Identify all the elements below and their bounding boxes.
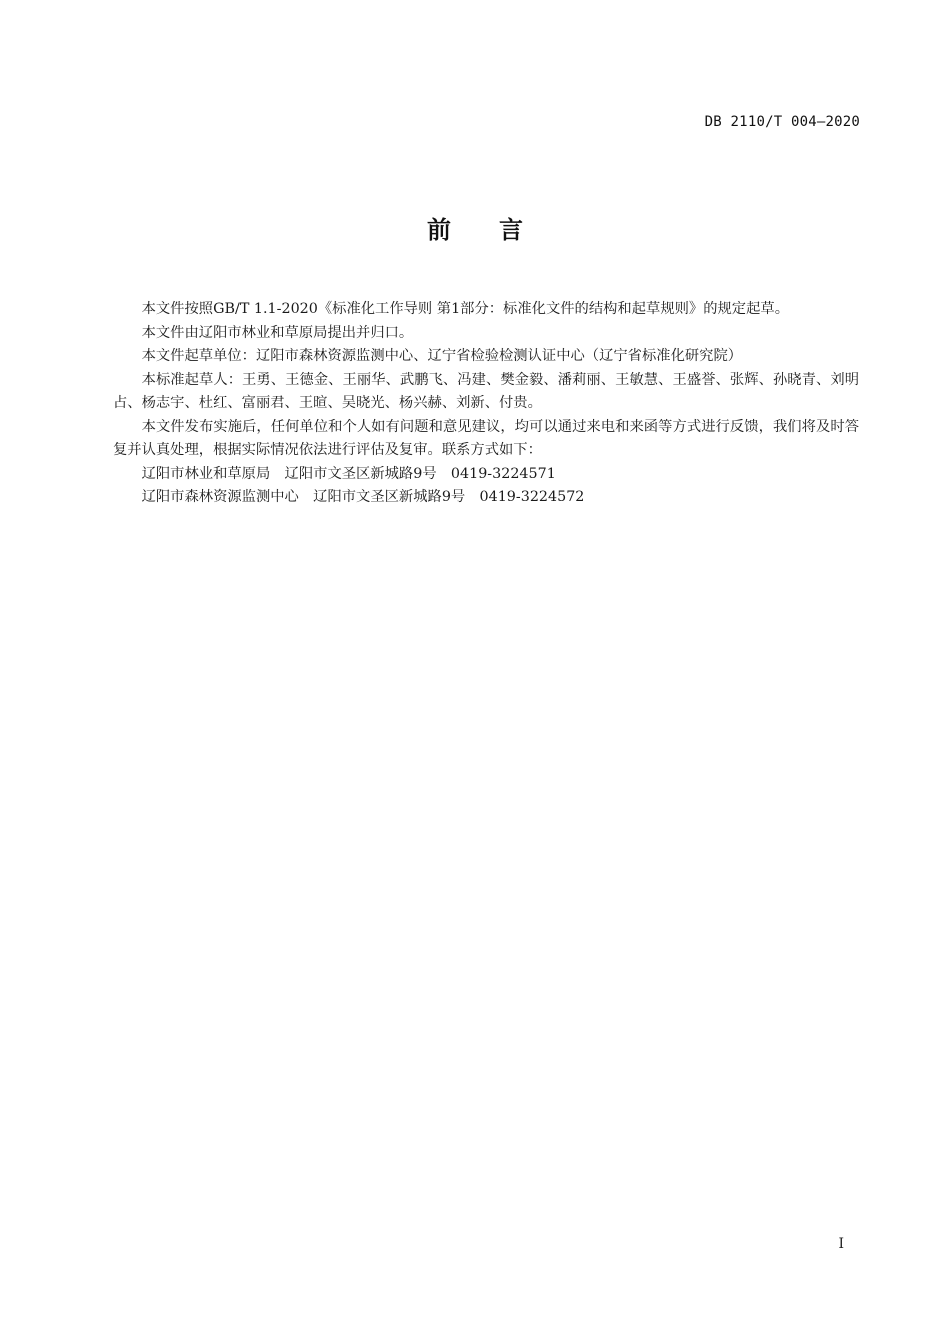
paragraph-drafting-units: 本文件起草单位：辽阳市森林资源监测中心、辽宁省检验检测认证中心（辽宁省标准化研究院）: [141, 348, 743, 364]
paragraph-proposer: 本文件由辽阳市林业和草原局提出并归口。: [141, 324, 414, 341]
paragraph-drafters: 本标准起草人：王勇、王德金、王丽华、武鹏飞、冯建、樊金毅、潘莉丽、王敏慧、王盛誉、张辉、孙晓青、刘明占、杨志宇、杜红、富丽君、王暄、吴晓光、杨兴赫、刘新、付贵。: [113, 371, 859, 411]
title-char-2: 言: [499, 216, 523, 244]
document-code: DB 2110/T 004—2020: [704, 114, 860, 130]
contact-line-2: 辽阳市森林资源监测中心 辽阳市文圣区新城路9号 0419-3224572: [141, 489, 585, 505]
contact-line-1: 辽阳市林业和草原局 辽阳市文圣区新城路9号 0419-3224571: [141, 465, 556, 482]
paragraph-feedback: 本文件发布实施后，任何单位和个人如有问题和意见建议，均可以通过来电和来函等方式进行反馈，我们将及时答复并认真处理，根据实际情况依法进行评估及复审。联系方式如下：: [113, 418, 859, 458]
title-char-1: 前: [427, 216, 451, 244]
foreword-body: [113, 298, 859, 510]
paragraph-drafting-rules: 本文件按照GB/T 1.1-2020《标准化工作导则 第1部分：标准化文件的结构和起草规则》的规定起草。: [141, 301, 789, 317]
page-title: [0, 210, 950, 245]
page-number: I: [838, 1236, 844, 1252]
